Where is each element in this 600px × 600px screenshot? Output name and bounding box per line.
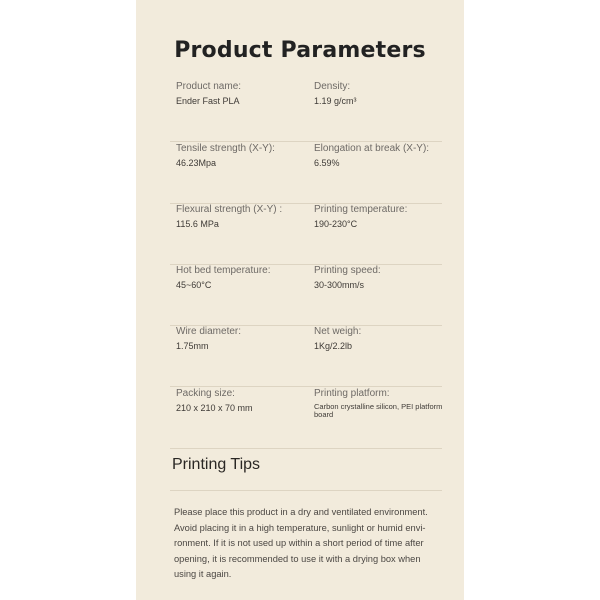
parameter-label: Density: (314, 81, 351, 92)
parameter-cell (314, 264, 446, 291)
parameter-label: Printing temperature: (314, 204, 408, 215)
parameter-cell (176, 203, 308, 230)
parameter-cell (314, 80, 446, 107)
parameter-label: Tensile strength (X-Y): (176, 143, 275, 154)
parameter-value: 30-300mm/s (314, 280, 365, 290)
parameter-cell (314, 142, 446, 169)
parameter-row (170, 325, 442, 387)
parameter-value: 210 x 210 x 70 mm (176, 403, 253, 413)
parameter-value: 1.75mm (176, 341, 209, 351)
tips-paragraph: Please place this product in a dry and ventilated environment. Avoid placing it in a high temperature, sunlight or humid envi-ronment. If it is not used up within a short period of time after opening, it is recommended to use it with a drying box when using it again. (174, 507, 428, 580)
parameter-value: 46.23Mpa (176, 158, 217, 168)
parameter-row (170, 80, 442, 142)
parameter-cell (314, 203, 446, 230)
parameter-cell (176, 142, 308, 169)
parameter-row (170, 264, 442, 326)
parameter-value: Carbon crystalline silicon, PEI platform board (314, 402, 443, 419)
parameter-value: 1Kg/2.2lb (314, 341, 353, 351)
parameter-row (170, 203, 442, 265)
parameter-label: Printing platform: (314, 388, 390, 399)
section-heading: Printing Tips (172, 456, 261, 473)
parameter-label: Elongation at break (X-Y): (314, 143, 430, 154)
parameter-cell (176, 264, 308, 291)
parameter-value: 45~60°C (176, 280, 212, 290)
parameter-label: Packing size: (176, 388, 235, 399)
parameter-value: 190-230°C (314, 219, 358, 229)
parameter-label: Flexural strength (X-Y) : (176, 204, 283, 215)
parameter-label: Hot bed temperature: (176, 265, 271, 276)
parameter-row (170, 387, 442, 449)
parameter-label: Printing speed: (314, 265, 381, 276)
parameter-cell (176, 325, 308, 352)
product-parameters-card (136, 0, 464, 600)
parameter-label: Wire diameter: (176, 326, 242, 337)
parameter-row (170, 142, 442, 204)
parameter-cell (176, 80, 308, 107)
divider (170, 490, 442, 491)
parameter-cell (176, 387, 308, 414)
parameter-value: 6.59% (314, 158, 340, 168)
parameter-value: 1.19 g/cm³ (314, 96, 357, 106)
parameter-cell (314, 387, 446, 419)
parameter-cell (314, 325, 446, 352)
parameter-label: Product name: (176, 81, 242, 92)
page-title: Product Parameters (174, 38, 426, 63)
parameter-value: Ender Fast PLA (176, 96, 240, 106)
parameter-value: 115.6 MPa (176, 219, 219, 229)
parameter-label: Net weigh: (314, 326, 362, 337)
